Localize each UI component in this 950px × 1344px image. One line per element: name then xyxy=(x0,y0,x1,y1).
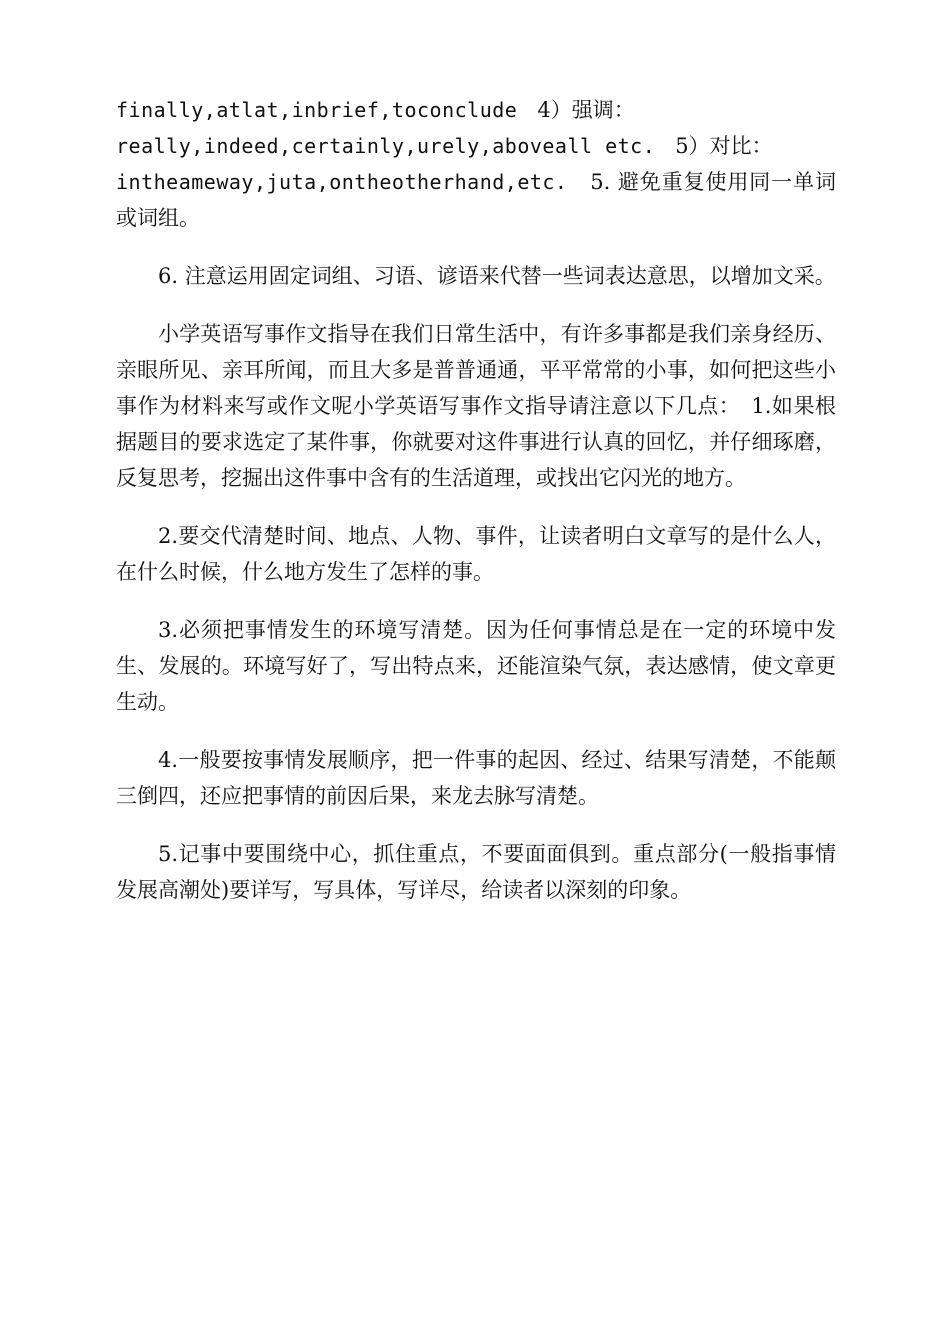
paragraph-point-5: 5.记事中要围绕中心，抓住重点，不要面面俱到。重点部分(一般指事情发展高潮处)要详写，写具体，写详尽，给读者以深刻的印象。 xyxy=(116,842,836,902)
tip-avoid-repetition: 5. 避免重复使用同一单词或词组。 xyxy=(116,170,836,230)
connectives-contrast-words: intheameway,juta,ontheotherhand,etc. xyxy=(116,170,568,194)
paragraph-connectives xyxy=(116,92,836,236)
paragraph-guide-intro: 小学英语写事作文指导在我们日常生活中，有许多事都是我们亲身经历、亲眼所见、亲耳所闻，而且大多是普普通通，平平常常的小事，如何把这些小事作为材料来写或作文呢小学英语写事作文指导请注意以下几点： 1.如果根据题目的要求选定了某件事，你就要对这件事进行认真的回忆，并仔细琢磨，反复思考，挖掘出这件事中含有的生活道理，或找出它闪光的地方。 xyxy=(116,322,836,490)
document-body xyxy=(116,92,836,930)
paragraph-point-2: 2.要交代清楚时间、地点、人物、事件，让读者明白文章写的是什么人，在什么时候，什么地方发生了怎样的事。 xyxy=(116,524,836,584)
paragraph-tip-6: 6. 注意运用固定词组、习语、谚语来代替一些词表达意思，以增加文采。 xyxy=(158,264,836,288)
paragraph-point-3: 3.必须把事情发生的环境写清楚。因为任何事情总是在一定的环境中发生、发展的。环境写好了，写出特点来，还能渲染气氛，表达感情，使文章更生动。 xyxy=(116,618,836,714)
connectives-line-2 xyxy=(116,128,836,164)
connectives-contrast-heading: 5）对比： xyxy=(675,134,773,158)
paragraph-point-4: 4.一般要按事情发展顺序，把一件事的起因、经过、结果写清楚，不能颠三倒四，还应把事情的前因后果，来龙去脉写清楚。 xyxy=(116,748,836,808)
connectives-emphasis-words: really,indeed,certainly,urely,aboveall etc. xyxy=(116,134,656,158)
connectives-emphasis-heading: 4）强调： xyxy=(537,98,635,122)
connectives-conclude-words: finally,atlat,inbrief,toconclude xyxy=(116,98,518,122)
connectives-line-3 xyxy=(116,170,836,230)
connectives-line-1 xyxy=(116,92,836,128)
